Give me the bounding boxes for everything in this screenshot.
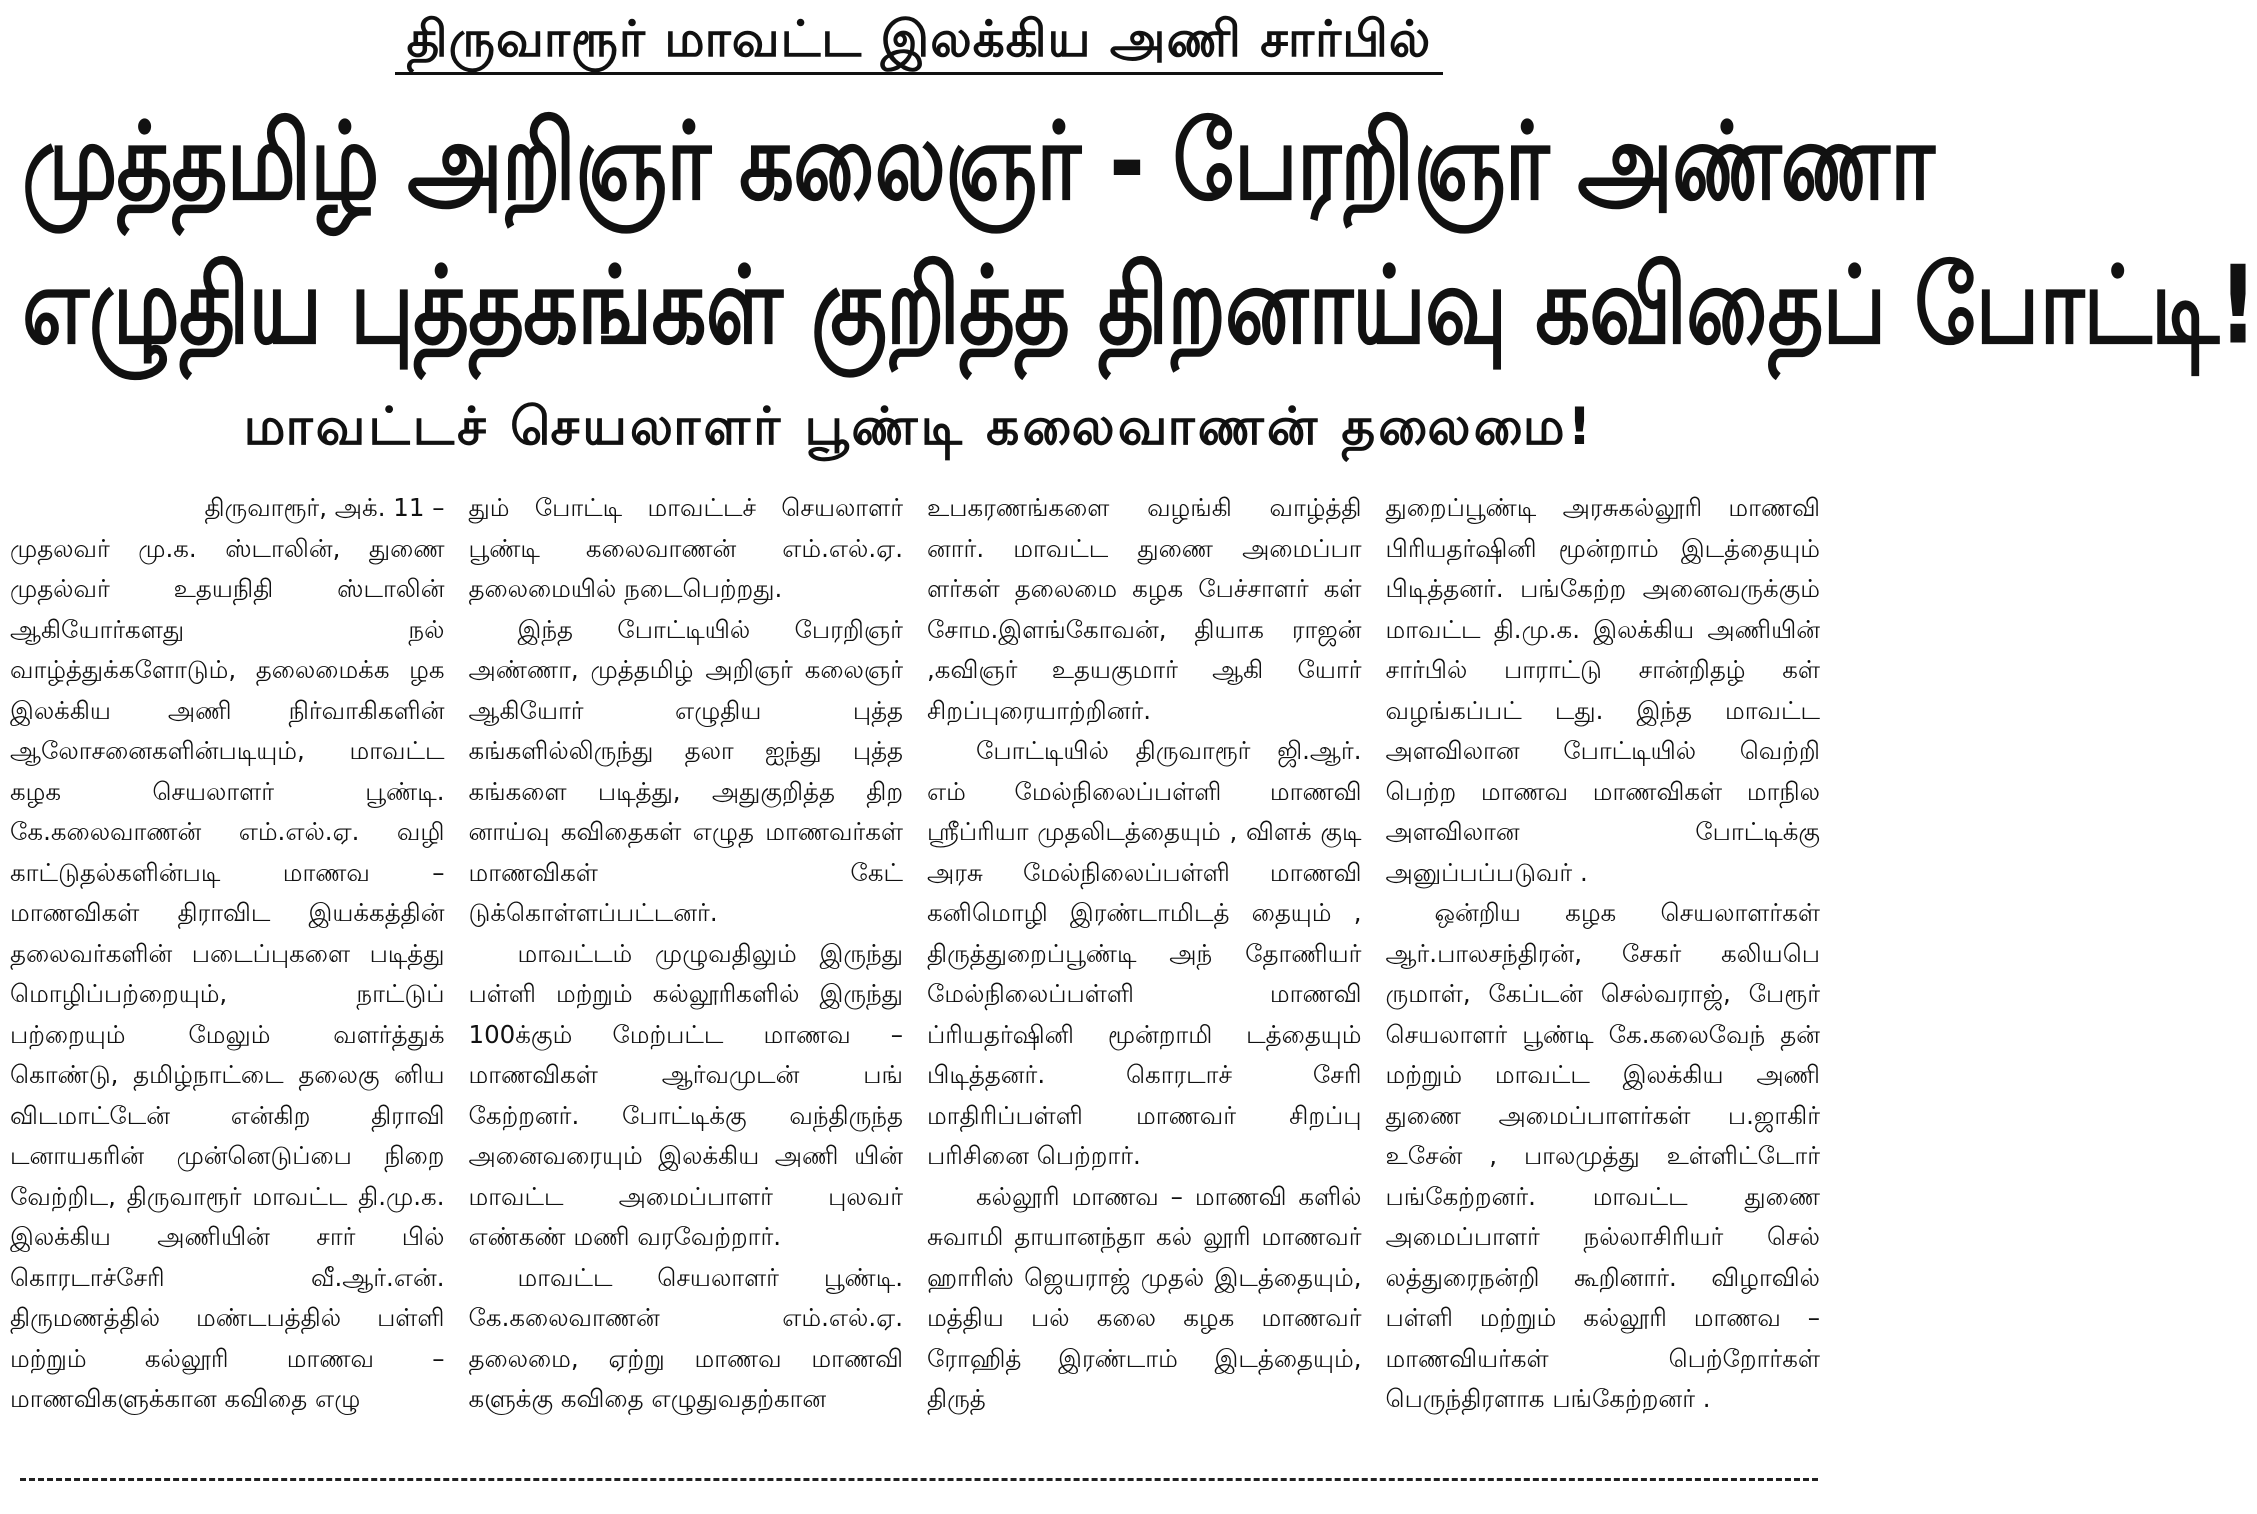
headline-line-2: எழுதிய புத்தகங்கள் குறித்த திறனாய்வு கவிதைப் போட்டி! bbox=[22, 243, 2257, 369]
article-column-1 bbox=[10, 488, 445, 1458]
paragraph: உபகரணங்களை வழங்கி வாழ்த்தி னார். மாவட்ட துணை அமைப்பா ளர்கள் தலைமை கழக பேச்சாளர் கள் சோம.இளங்கோவன், தியாக ராஜன் ,கவிஞர் உதயகுமார் ஆகி யோர் சிறப்புரையாற்றினர். bbox=[927, 493, 1362, 725]
article-column-4 bbox=[1386, 488, 1821, 1458]
paragraph: மாவட்டம் முழுவதிலும் இருந்து பள்ளி மற்றும் கல்லூரிகளில் இருந்து 100க்கும் மேற்பட்ட மாணவ – மாணவிகள் ஆர்வமுடன் பங் கேற்றனர். போட்டிக்கு வந்திருந்த அனைவரையும் இலக்கிய அணி யின் மாவட்ட அமைப்பாளர் புலவர் எண்கண் மணி வரவேற்றார். bbox=[468, 938, 903, 1251]
paragraph: கல்லூரி மாணவ – மாணவி களில் சுவாமி தாயானந்தா கல் லூரி மாணவர் ஹாரிஸ் ஜெயராஜ் முதல் இடத்தையும், மத்திய பல் கலை கழக மாணவர் ரோஹித் இரண்டாம் இடத்தையும், திருத் bbox=[927, 1181, 1362, 1413]
dashed-divider bbox=[20, 1478, 1818, 1481]
subheadline: மாவட்டச் செயலாளர் பூண்டி கலைவாணன் தலைமை! bbox=[243, 397, 1595, 457]
paragraph: தும் போட்டி மாவட்டச் செயலாளர் பூண்டி கலைவாணன் எம்.எல்.ஏ. தலைமையில் நடைபெற்றது. bbox=[468, 493, 903, 603]
paragraph: ஒன்றிய கழக செயலாளர்கள் ஆர்.பாலசந்திரன், சேகர் கலியபெ ருமாள், கேப்டன் செல்வராஜ், பேரூர் செயலாளர் பூண்டி கே.கலைவேந் தன் மற்றும் மாவட்ட இலக்கிய அணி துணை அமைப்பாளர்கள் ப.ஜாகிர் உசேன் , பாலமுத்து உள்ளிட்டோர் பங்கேற்றனர். மாவட்ட துணை அமைப்பாளர் நல்லாசிரியர் செல் லத்துரைநன்றி கூறினார். விழாவில் பள்ளி மற்றும் கல்லூரி மாணவ – மாணவியர்கள் பெற்றோர்கள் பெருந்திரளாக பங்கேற்றனர் . bbox=[1385, 898, 1820, 1413]
headline-line-1: முத்தமிழ் அறிஞர் கலைஞர் - பேரறிஞர் அண்ணா bbox=[22, 99, 1934, 225]
paragraph: இந்த போட்டியில் பேரறிஞர் அண்ணா, முத்தமிழ் அறிஞர் கலைஞர் ஆகியோர் எழுதிய புத்த கங்களில்லிருந்து தலா ஐந்து புத்த கங்களை படித்து, அதுகுறித்த திற னாய்வு கவிதைகள் எழுத மாணவர்கள் மாணவிகள் கேட் டுக்கொள்ளப்பட்டனர். bbox=[468, 614, 903, 927]
paragraph: துறைப்பூண்டி அரசுகல்லூரி மாணவி பிரியதர்ஷினி மூன்றாம் இடத்தையும் பிடித்தனர். பங்கேற்ற அனைவருக்கும் மாவட்ட தி.மு.க. இலக்கிய அணியின் சார்பில் பாராட்டு சான்றிதழ் கள் வழங்கப்பட் டது. இந்த மாவட்ட அளவிலான போட்டியில் வெற்றி பெற்ற மாணவ மாணவிகள் மாநில அளவிலான போட்டிக்கு அனுப்பப்படுவர் . bbox=[1385, 493, 1820, 887]
kicker-text: திருவாரூர் மாவட்ட இலக்கிய அணி சார்பில் bbox=[395, 10, 1444, 75]
article-column-3 bbox=[927, 488, 1362, 1458]
kicker-heading bbox=[22, 0, 1816, 75]
article-body bbox=[0, 488, 1838, 1458]
paragraph: முதலவர் மு.க. ஸ்டாலின், துணை முதல்வர் உதயநிதி ஸ்டாலின் ஆகியோர்களது நல் வாழ்த்துக்களோடும், தலைமைக்க ழக இலக்கிய அணி நிர்வாகிகளின் ஆலோசனைகளின்படியும், மாவட்ட கழக செயலாளர் பூண்டி. கே.கலைவாணன் எம்.எல்.ஏ. வழி காட்டுதல்களின்படி மாணவ – மாணவிகள் திராவிட இயக்கத்தின் தலைவர்களின் படைப்புகளை படித்து மொழிப்பற்றையும், நாட்டுப் பற்றையும் மேலும் வளர்த்துக் கொண்டு, தமிழ்நாட்டை தலைகு னிய விடமாட்டேன் என்கிற திராவி டனாயகரின் முன்னெடுப்பை நிறை வேற்றிட, திருவாரூர் மாவட்ட தி.மு.க. இலக்கிய அணியின் சார் பில் கொரடாச்சேரி வீ.ஆர்.என். திருமணத்தில் மண்டபத்தில் பள்ளி மற்றும் கல்லூரி மாணவ – மாணவிகளுக்கான கவிதை எழு bbox=[10, 533, 445, 1413]
dateline: திருவாரூர், அக். 11 – bbox=[204, 493, 445, 522]
article-column-2 bbox=[469, 488, 904, 1458]
paragraph: மாவட்ட செயலாளர் பூண்டி. கே.கலைவாணன் எம்.எல்.ஏ. தலைமை, ஏற்று மாணவ மாணவி களுக்கு கவிதை எழுதுவதற்கான bbox=[468, 1262, 903, 1413]
paragraph: போட்டியில் திருவாரூர் ஜி.ஆர். எம் மேல்நிலைப்பள்ளி மாணவி ஸ்ரீப்ரியா முதலிடத்தையும் , விளக் குடி அரசு மேல்நிலைப்பள்ளி மாணவி கனிமொழி இரண்டாமிடத் தையும் , திருத்துறைப்பூண்டி அந் தோணியர் மேல்நிலைப்பள்ளி மாணவி ப்ரியதர்ஷினி மூன்றாமி டத்தையும் பிடித்தனர். கொரடாச் சேரி மாதிரிப்பள்ளி மாணவர் சிறப்பு பரிசினை பெற்றார். bbox=[927, 736, 1362, 1170]
